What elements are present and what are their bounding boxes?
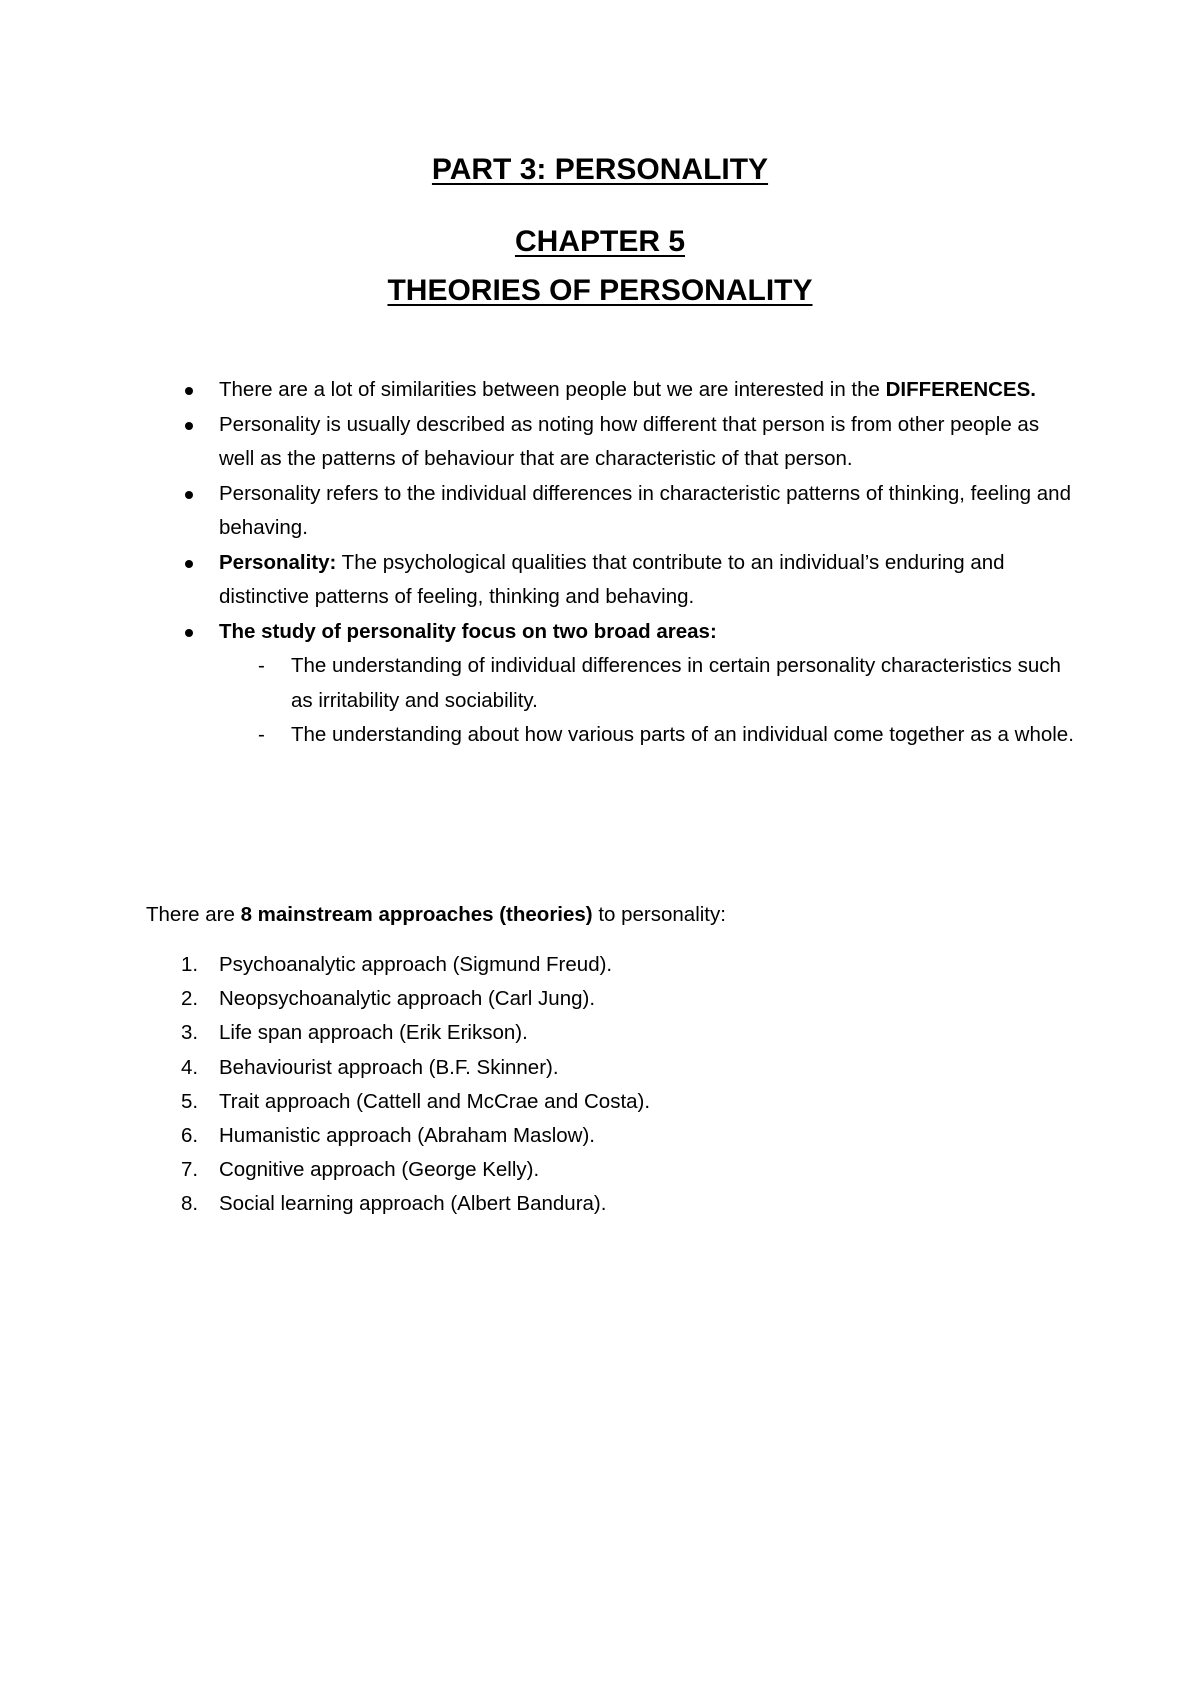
bullet-bold-text: The study of personality focus on two broad areas: bbox=[219, 619, 717, 643]
list-item bbox=[176, 1016, 650, 1050]
list-item bbox=[176, 948, 650, 982]
sub-point-text: The understanding of individual differences in certain personality characteristics such as irritability and sociability. bbox=[291, 654, 1061, 712]
sub-list-item bbox=[251, 718, 1078, 753]
list-item bbox=[178, 373, 1078, 408]
list-item bbox=[178, 477, 1078, 546]
item-number: 6. bbox=[181, 1124, 199, 1148]
item-number: 2. bbox=[181, 987, 199, 1011]
bullet-bold-text: Personality: bbox=[219, 550, 337, 574]
list-item bbox=[176, 1051, 650, 1085]
list-item bbox=[178, 615, 1078, 753]
bullet-icon bbox=[185, 491, 193, 499]
approach-text: Behaviourist approach (B.F. Skinner). bbox=[219, 1055, 559, 1079]
sub-point-list bbox=[219, 649, 1078, 753]
sub-point-text: The understanding about how various parts of an individual come together as a whole. bbox=[291, 723, 1074, 746]
dash-marker: - bbox=[258, 654, 265, 677]
bullet-text: There are a lot of similarities between people but we are interested in the bbox=[219, 378, 886, 401]
approaches-intro bbox=[146, 898, 1046, 932]
approach-text: Psychoanalytic approach (Sigmund Freud). bbox=[219, 953, 613, 976]
intro-text: There are bbox=[146, 903, 241, 926]
approach-text: Cognitive approach (George Kelly). bbox=[219, 1158, 540, 1182]
key-points-list bbox=[178, 373, 1078, 753]
bullet-text: Personality refers to the individual differences in characteristic patterns of thinking, feeling and behaving. bbox=[219, 481, 1071, 539]
bullet-icon bbox=[185, 629, 193, 637]
list-item bbox=[176, 1085, 650, 1119]
intro-text-tail: to personality: bbox=[592, 903, 726, 926]
approach-text: Neopsychoanalytic approach (Carl Jung). bbox=[219, 987, 596, 1011]
list-item bbox=[178, 546, 1078, 615]
item-number: 3. bbox=[181, 1021, 199, 1045]
approach-text: Trait approach (Cattell and McCrae and Costa). bbox=[219, 1089, 651, 1113]
list-item bbox=[176, 1153, 650, 1187]
bullet-text: Personality is usually described as noting how different that person is from other people as well as the patterns of behaviour that are characteristic of that person. bbox=[219, 412, 1040, 470]
list-item bbox=[176, 1119, 650, 1153]
approach-text: Social learning approach (Albert Bandura). bbox=[219, 1192, 607, 1216]
list-item bbox=[176, 982, 650, 1016]
bullet-icon bbox=[185, 560, 193, 568]
list-item bbox=[176, 1187, 650, 1221]
chapter-title: CHAPTER 5 bbox=[514, 225, 686, 258]
intro-bold-text: 8 mainstream approaches (theories) bbox=[240, 903, 593, 926]
approach-text: Life span approach (Erik Erikson). bbox=[219, 1021, 528, 1045]
item-number: 5. bbox=[181, 1089, 199, 1113]
bullet-icon bbox=[185, 422, 193, 430]
item-number: 8. bbox=[181, 1192, 199, 1216]
bullet-text-tail: The psychological qualities that contribute to an individual’s enduring and distinctive patterns of feeling, thinking and behaving. bbox=[219, 550, 1005, 608]
dash-marker: - bbox=[258, 723, 265, 746]
part-title: PART 3: PERSONALITY bbox=[431, 153, 769, 186]
chapter-subtitle: THEORIES OF PERSONALITY bbox=[387, 274, 813, 307]
item-number: 7. bbox=[181, 1158, 199, 1182]
item-number: 4. bbox=[181, 1055, 199, 1079]
bullet-icon bbox=[185, 387, 193, 395]
bullet-bold-text: DIFFERENCES. bbox=[885, 378, 1036, 401]
sub-list-item bbox=[251, 649, 1078, 718]
list-item bbox=[178, 408, 1078, 477]
approach-text: Humanistic approach (Abraham Maslow). bbox=[219, 1124, 595, 1148]
item-number: 1. bbox=[181, 953, 199, 976]
approaches-list bbox=[176, 948, 650, 1222]
